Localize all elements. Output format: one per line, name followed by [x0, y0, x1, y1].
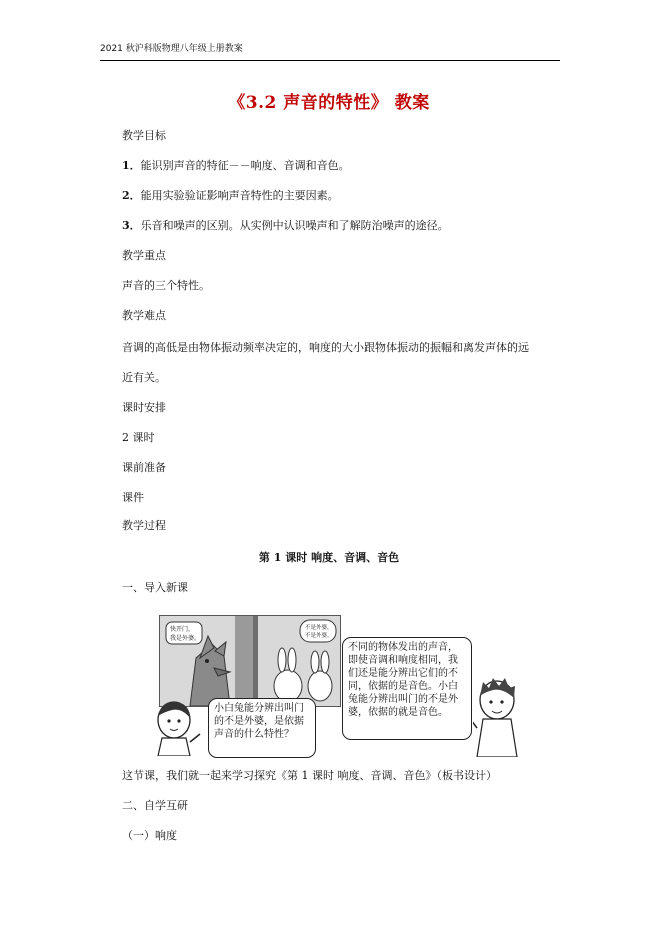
schedule-text: 2 课时 [122, 431, 155, 444]
header-text: 2021 秋沪科版物理八年级上册教案 [100, 44, 243, 54]
section-process-heading: 教学过程 [122, 519, 166, 532]
section-key-points-heading: 教学重点 [122, 249, 166, 262]
objective-2-number: 2． [122, 189, 141, 202]
wolf-speech-line-2: 我是外婆。 [170, 635, 201, 642]
comic-illustration [150, 612, 525, 757]
rabbit-speech-line-1: 不是外婆， [305, 625, 333, 631]
key-points-text: 声音的三个特性。 [122, 279, 210, 292]
girl-figure [150, 694, 210, 756]
self-study-heading: 二、自学互研 [122, 799, 188, 812]
objective-1-text: 能识别声音的特征－－响度、音调和音色。 [140, 159, 350, 172]
objective-3-number: 3． [122, 219, 141, 232]
wolf-speech-line-1: 快开门， [170, 626, 195, 633]
loudness-subheading: （一）响度 [122, 829, 177, 842]
objective-2 [122, 188, 339, 203]
preparation-text: 课件 [122, 491, 144, 504]
intro-heading: 一、导入新课 [122, 581, 188, 594]
girl-question-bubble: 小白兔能分辨出叫门的不是外婆，是依据声音的什么特性？ [208, 698, 316, 758]
objective-3 [122, 218, 449, 233]
rabbit-2 [308, 671, 332, 701]
section-objectives-heading: 教学目标 [122, 129, 166, 142]
door-frame [235, 616, 253, 706]
objective-1-number: 1． [122, 159, 141, 172]
intro-text: 这节课，我们就一起来学习探究《第 1 课时 响度、音调、音色》（板书设计） [122, 769, 497, 782]
section-preparation-heading: 课前准备 [122, 461, 166, 474]
lesson-1-title: 第 1 课时 响度、音调、音色 [258, 551, 400, 564]
rabbit-speech-line-2: 不是外婆。 [305, 633, 333, 639]
comic-panel-art [160, 616, 340, 706]
page-header [100, 42, 560, 61]
difficulties-line-1: 音调的高低是由物体振动频率决定的，响度的大小跟物体振动的振幅和离发声体的远 [122, 341, 529, 354]
difficulties-line-2: 近有关。 [122, 371, 166, 384]
boy-figure [473, 672, 525, 757]
objective-1 [122, 158, 350, 173]
objective-2-text: 能用实验验证影响声音特性的主要因素。 [140, 189, 339, 202]
boy-answer-bubble: 不同的物体发出的声音，即使音调和响度相同，我们还是能分辨出它们的不同，依据的是音色。小白兔能分辨出叫门的不是外婆，依据的就是音色。 [342, 637, 472, 740]
section-schedule-heading: 课时安排 [122, 401, 166, 414]
document-title: 《3.2 声音的特性》 教案 [228, 93, 430, 113]
objective-3-text: 乐音和噪声的区别。从实例中认识噪声和了解防治噪声的途径。 [140, 219, 449, 232]
section-difficulties-heading: 教学难点 [122, 309, 166, 322]
